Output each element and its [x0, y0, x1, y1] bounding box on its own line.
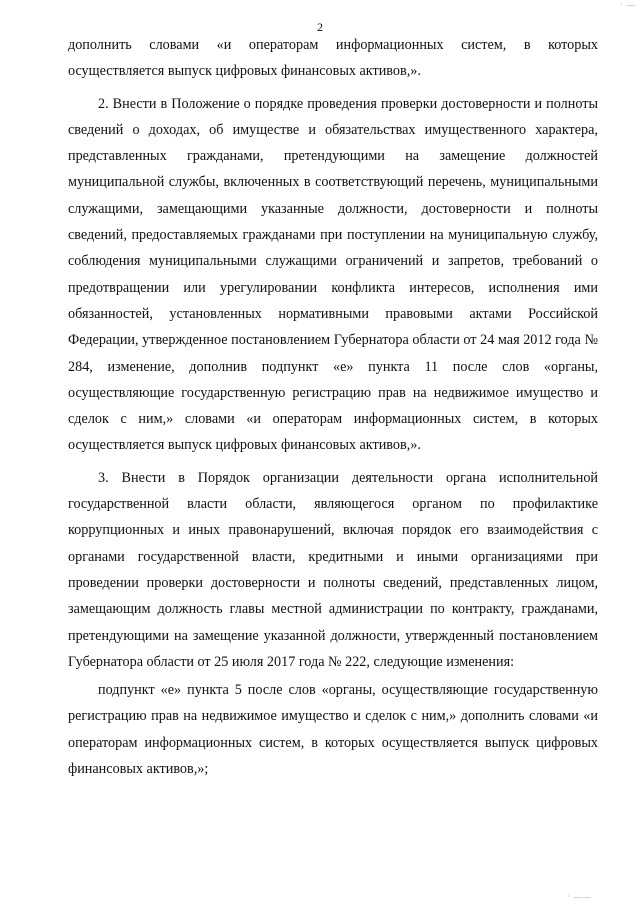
- paragraph-continuation: дополнить словами «и операторам информационных систем, в которых осуществляется выпуск цифровых финансовых активов,».: [68, 37, 598, 80]
- page-number: 2: [317, 20, 323, 34]
- scan-corner-mark-bottom: · ——: [567, 892, 592, 901]
- paragraph-subitem: подпункт «е» пункта 5 после слов «органы, осуществляющие государственную регистрацию прав на недвижимое имущество и сделок с ним,» дополнить словами «и операторам информационных систем, в которых осуществляется выпуск цифровых финансовых активов,»;: [68, 682, 598, 778]
- document-body: [68, 32, 598, 782]
- paragraph-item-2: 2. Внести в Положение о порядке проведения проверки достоверности и полноты сведений о доходах, об имуществе и обязательствах имущественного характера, представленных гражданами, претендующими на замещение должностей муниципальной службы, включенных в соответствующий перечень, муниципальными служащими, замещающими указанные должности, достоверности и полноты сведений, предоставляемых гражданами при поступлении на муниципальную службу, соблюдения муниципальными служащими ограничений и запретов, требований о предотвращении или урегулировании конфликта интересов, исполнения ими обязанностей, установленных нормативными правовыми актами Российской Федерации, утвержденное постановлением Губернатора области от 24 мая 2012 года № 284, изменение, дополнив подпункт «е» пункта 11 после слов «органы, осуществляющие государственную регистрацию прав на недвижимое имущество и сделок с ним,» словами «и операторам информационных систем, в которых осуществляется выпуск цифровых финансовых активов,».: [68, 95, 598, 454]
- paragraph-item-3: 3. Внести в Порядок организации деятельности органа исполнительной государственной власти области, являющегося органом по профилактике коррупционных и иных правонарушений, включая порядок его взаимодействия с органами государственной власти, кредитными и иными организациями при проведении проверки достоверности и полноты сведений, представленных лицом, замещающим должность главы местной администрации по контракту, гражданами, претендующими на замещение указанной должности, утвержденный постановлением Губернатора области от 25 июля 2017 года № 222, следующие изменения:: [68, 469, 598, 670]
- scan-corner-mark-top: · —: [620, 0, 636, 9]
